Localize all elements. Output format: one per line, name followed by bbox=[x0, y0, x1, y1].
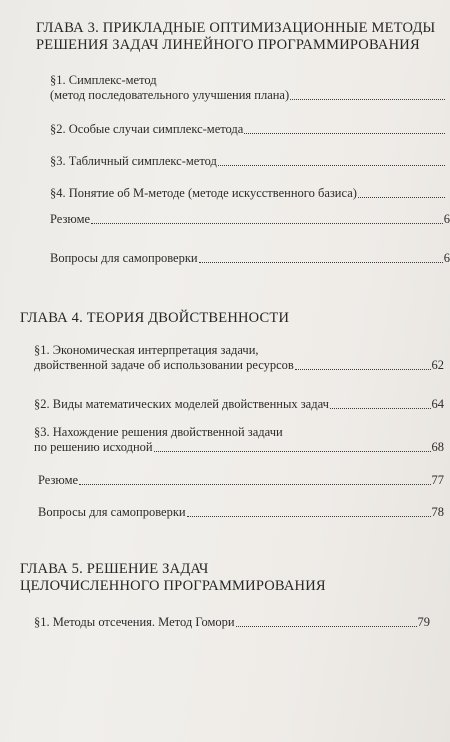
toc-entry bbox=[50, 212, 450, 227]
toc-entry bbox=[50, 251, 450, 266]
leader-dots bbox=[91, 223, 443, 224]
leader-dots bbox=[199, 262, 443, 263]
toc-entry bbox=[50, 186, 450, 201]
toc-entry-page: 62 bbox=[431, 358, 444, 372]
leader-dots bbox=[187, 516, 431, 517]
leader-dots bbox=[236, 626, 417, 627]
toc-entry bbox=[50, 122, 450, 137]
toc-entry-label: §4. Понятие об М-методе (методе искусственного базиса) bbox=[50, 186, 357, 200]
toc-entry-label: §1. Экономическая интерпретация задачи, bbox=[34, 343, 259, 357]
chapter5-title-line1: ГЛАВА 5. РЕШЕНИЕ ЗАДАЧ bbox=[20, 561, 209, 577]
toc-entry-label: §3. Табличный симплекс-метод bbox=[50, 154, 217, 168]
toc-entry bbox=[50, 73, 450, 103]
chapter5-title-line2: ЦЕЛОЧИСЛЕННОГО ПРОГРАММИРОВАНИЯ bbox=[20, 578, 326, 594]
leader-dots bbox=[218, 165, 445, 166]
leader-dots bbox=[358, 197, 445, 198]
toc-entry bbox=[34, 615, 430, 630]
toc-entry-label-cont: двойственной задаче об использовании ресурсов bbox=[34, 358, 294, 372]
toc-entry-label: Резюме bbox=[38, 473, 79, 487]
toc-entry bbox=[38, 505, 444, 520]
toc-entry-label: Резюме bbox=[50, 212, 91, 226]
toc-entry-label: §2. Виды математических моделей двойственных задач bbox=[34, 397, 329, 411]
leader-dots bbox=[244, 133, 445, 134]
leader-dots bbox=[154, 451, 431, 452]
leader-dots bbox=[295, 369, 431, 370]
chapter3-title-line1: ГЛАВА 3. ПРИКЛАДНЫЕ ОПТИМИЗАЦИОННЫЕ МЕТОДЫ bbox=[36, 20, 436, 36]
toc-entry-label: §3. Нахождение решения двойственной задачи bbox=[34, 425, 283, 439]
toc-entry bbox=[38, 473, 444, 488]
leader-dots bbox=[290, 99, 445, 100]
leader-dots bbox=[330, 408, 431, 409]
toc-entry-label-cont: по решению исходной bbox=[34, 440, 153, 454]
toc-entry-page: 77 bbox=[431, 473, 444, 487]
toc-entry bbox=[50, 154, 450, 169]
toc-entry-label: §1. Симплекс-метод bbox=[50, 73, 157, 87]
chapter4-title: ГЛАВА 4. ТЕОРИЯ ДВОЙСТВЕННОСТИ bbox=[20, 310, 290, 326]
toc-entry-page: 68 bbox=[431, 440, 444, 454]
toc-entry bbox=[34, 397, 444, 412]
toc-entry-label-cont: (метод последовательного улучшения плана) bbox=[50, 88, 290, 102]
toc-entry bbox=[34, 425, 444, 455]
toc-entry-label: §2. Особые случаи симплекс-метода bbox=[50, 122, 244, 136]
toc-entry-page: 79 bbox=[417, 615, 430, 629]
toc-entry-page: 6 bbox=[443, 251, 450, 265]
toc-entry-page: 64 bbox=[431, 397, 444, 411]
toc-entry-label: Вопросы для самопроверки bbox=[38, 505, 186, 519]
toc-entry bbox=[34, 343, 444, 373]
chapter3-title-line2: РЕШЕНИЯ ЗАДАЧ ЛИНЕЙНОГО ПРОГРАММИРОВАНИЯ bbox=[36, 37, 420, 53]
leader-dots bbox=[79, 484, 430, 485]
toc-entry-page: 6 bbox=[443, 212, 450, 226]
toc-entry-label: Вопросы для самопроверки bbox=[50, 251, 198, 265]
toc-entry-page: 78 bbox=[431, 505, 444, 519]
toc-entry-label: §1. Методы отсечения. Метод Гомори bbox=[34, 615, 235, 629]
